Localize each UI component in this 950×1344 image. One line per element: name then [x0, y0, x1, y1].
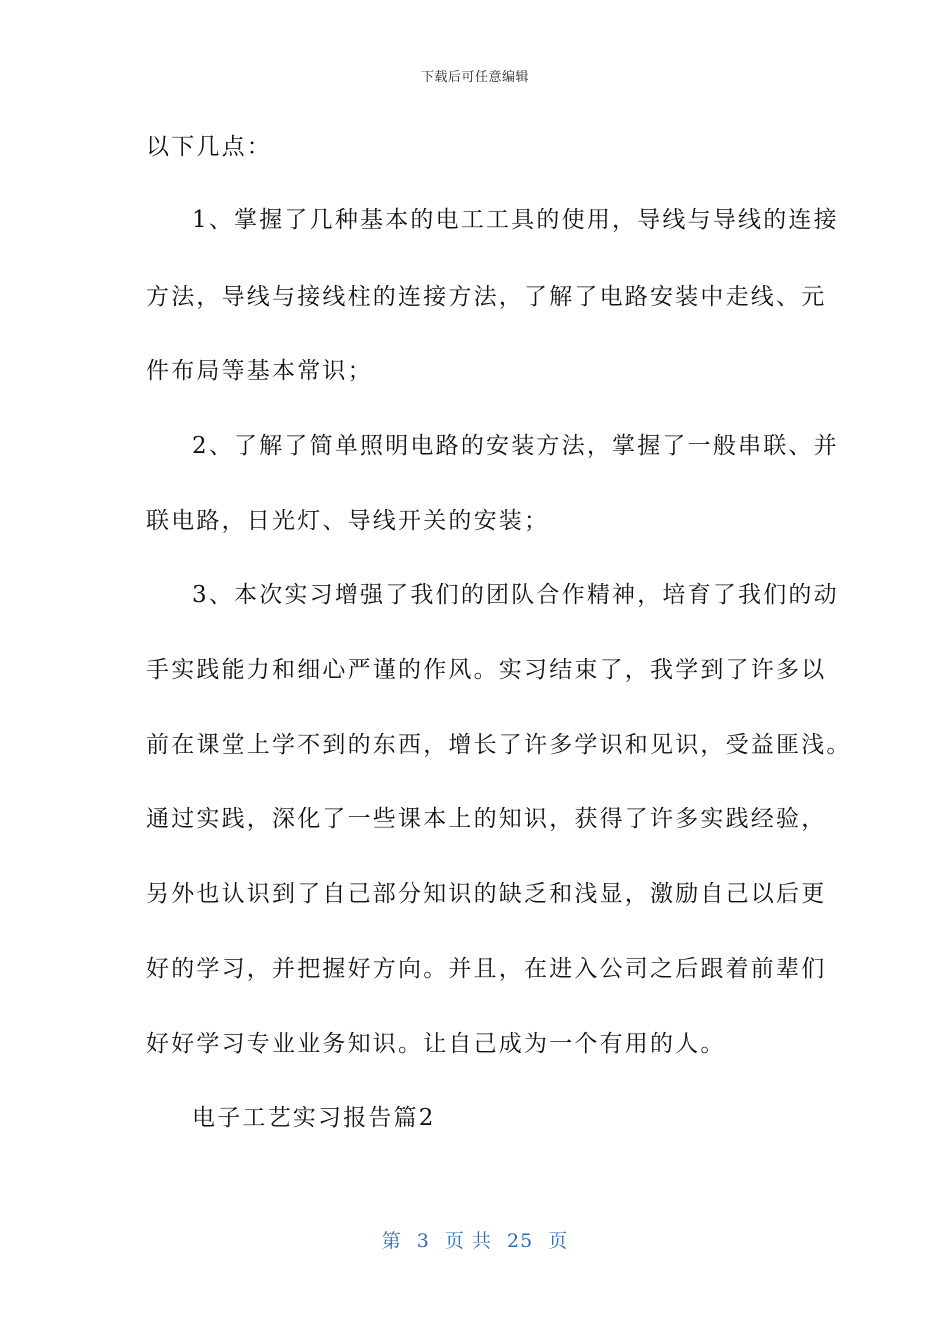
footer-total-pages: 25: [507, 1230, 534, 1252]
text-line: 通过实践，深化了一些课本上的知识，获得了许多实践经验，: [146, 806, 827, 832]
text-line: 方法，导线与接线柱的连接方法，了解了电路安装中走线、元: [146, 284, 827, 310]
text-line: 3、本次实习增强了我们的团队合作精神，培育了我们的动: [192, 582, 839, 608]
section-heading: 电子工艺实习报告篇2: [192, 1105, 436, 1131]
text-line: 好好学习专业业务知识。让自己成为一个有用的人。: [146, 1031, 726, 1057]
text-line: 1、掌握了几种基本的电工工具的使用，导线与导线的连接: [192, 207, 839, 233]
footer-prefix: 第: [381, 1230, 402, 1252]
text-line: 手实践能力和细心严谨的作风。实习结束了，我学到了许多以: [146, 657, 827, 683]
footer-page-number: 3: [416, 1230, 430, 1252]
footer-middle: 页 共: [444, 1230, 492, 1252]
text-line: 联电路，日光灯、导线开关的安装；: [146, 508, 550, 534]
text-line: 前在课堂上学不到的东西，增长了许多学识和见识，受益匪浅。: [146, 732, 852, 758]
text-line: 另外也认识到了自己部分知识的缺乏和浅显，激励自己以后更: [146, 881, 827, 907]
text-line: 好的学习，并把握好方向。并且，在进入公司之后跟着前辈们: [146, 956, 827, 982]
text-line: 件布局等基本常识；: [146, 358, 373, 384]
page-header: 下载后可任意编辑: [420, 70, 529, 85]
page-footer: [0, 1226, 950, 1253]
text-line: 以下几点：: [146, 134, 272, 160]
text-line: 2、了解了简单照明电路的安装方法，掌握了一般串联、并: [192, 433, 839, 459]
footer-suffix: 页: [548, 1230, 569, 1252]
